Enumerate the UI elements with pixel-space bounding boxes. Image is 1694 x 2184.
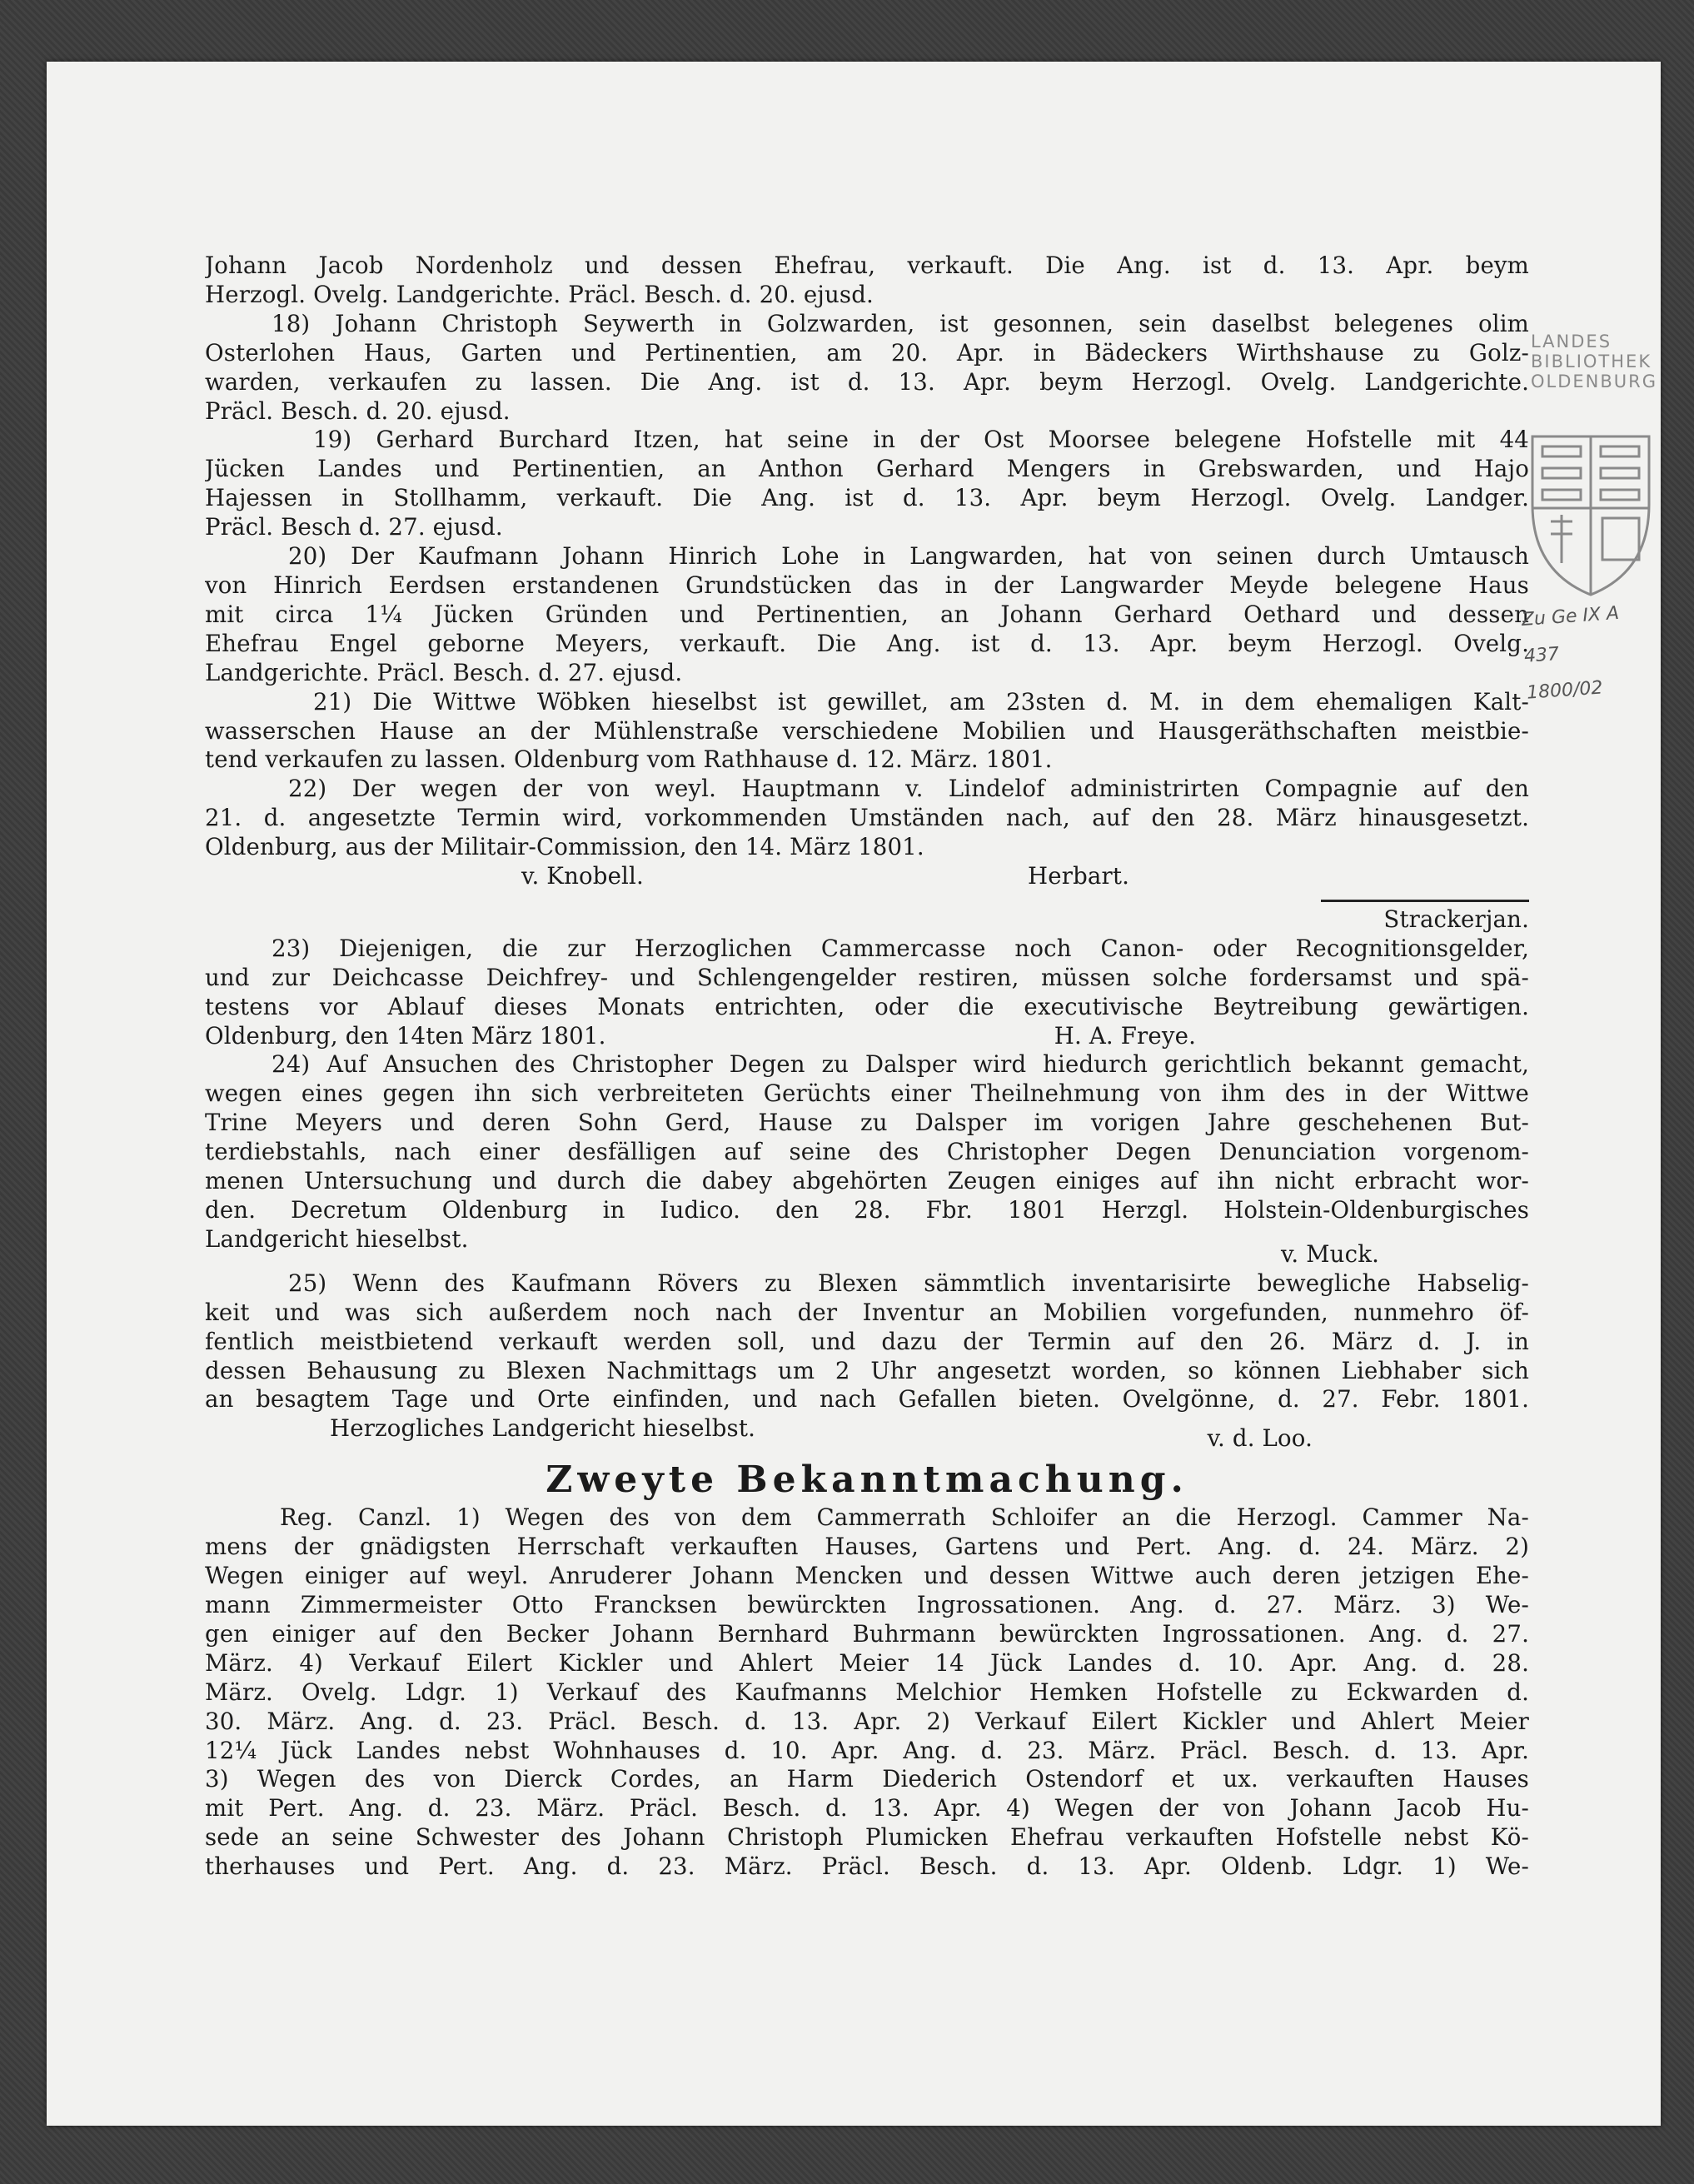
document-text <box>205 252 1529 1882</box>
text-line: Ehefrau Engel geborne Meyers, verkauft. Die Ang. ist d. 13. Apr. beym Herzogl. Ovelg. <box>205 629 1529 657</box>
text-line: keit und was sich außerdem noch nach der Inventur an Mobilien vorgefunden, nunmehro öf- <box>205 1298 1529 1326</box>
text-line: und zur Deichcasse Deichfrey- und Schlengengelder restiren, müssen solche fordersamst und spä- <box>205 963 1529 991</box>
text-line: Johann Jacob Nordenholz und dessen Ehefrau, verkauft. Die Ang. ist d. 13. Apr. beym <box>205 252 1529 279</box>
text-line: Hajessen in Stollhamm, verkauft. Die Ang. ist d. 13. Apr. beym Herzogl. Ovelg. Landger. <box>205 484 1529 512</box>
text-line: tend verkaufen zu lassen. Oldenburg vom Rathhause d. 12. März. 1801. <box>205 745 1053 774</box>
text-line: dessen Behausung zu Blexen Nachmittags um 2 Uhr angesetzt worden, so können Liebhaber sich <box>205 1356 1529 1384</box>
signature: Herzogliches Landgericht hieselbst. <box>330 1414 756 1443</box>
signature-row <box>205 1022 1529 1051</box>
stamp-line: LANDES <box>1531 332 1612 352</box>
text-line: mit Pert. Ang. d. 23. März. Präcl. Besch. d. 13. Apr. 4) Wegen der von Johann Jacob Hu- <box>205 1794 1529 1822</box>
text-line: wegen eines gegen ihn sich verbreiteten Gerüchts einer Theilnehmung von ihm des in der Wittwe <box>205 1080 1529 1108</box>
text-line: Landgericht hieselbst. <box>205 1224 469 1253</box>
text-line: 24) Auf Ansuchen des Christopher Degen zu Dalsper wird hiedurch gerichtlich bekannt gemacht, <box>272 1050 1529 1079</box>
signature: v. Muck. <box>1280 1239 1379 1268</box>
text-line: Trine Meyers und deren Sohn Gerd, Hause zu Dalsper im vorigen Jahre geschehenen But- <box>205 1109 1529 1137</box>
text-line: 20) Der Kaufmann Johann Hinrich Lohe in Langwarden, hat von seinen durch Umtausch <box>288 542 1529 571</box>
text-line: wasserschen Hause an der Mühlenstraße verschiedene Mobilien und Hausgeräthschaften meistbie- <box>205 716 1529 745</box>
text-line: Oldenburg, den 14ten März 1801. <box>205 1021 606 1050</box>
text-line: 21. d. angesetzte Termin wird, vorkommenden Umständen nach, auf den 28. März hinausgesetzt. <box>205 804 1529 832</box>
divider <box>1321 900 1529 902</box>
text-line: Reg. Canzl. 1) Wegen des von dem Cammerrath Schloifer an die Herzogl. Cammer Na- <box>280 1503 1529 1532</box>
signature-row <box>205 1414 1529 1454</box>
text-line: Präcl. Besch. d. 20. ejusd. <box>205 396 511 425</box>
text-line: 21) Die Wittwe Wöbken hieselbst ist gewillet, am 23sten d. M. in dem ehemaligen Kalt- <box>313 687 1529 716</box>
stamp-line: BIBLIOTHEK <box>1531 352 1652 371</box>
text-line: von Hinrich Eerdsen erstandenen Grundstücken das in der Langwarder Meyde belegene Haus <box>205 571 1529 599</box>
text-line: sede an seine Schwester des Johann Christoph Plumicken Ehefrau verkauften Hofstelle nebst Kö- <box>205 1823 1529 1852</box>
text-line: 12¼ Jück Landes nebst Wohnhauses d. 10. Apr. Ang. d. 23. März. Präcl. Besch. d. 13. Apr. <box>205 1736 1529 1764</box>
text-line: Herzogl. Ovelg. Landgerichte. Präcl. Besch. d. 20. ejusd. <box>205 280 874 308</box>
text-line: 30. März. Ang. d. 23. Präcl. Besch. d. 13. Apr. 2) Verkauf Eilert Kickler und Ahlert Meier <box>205 1707 1529 1735</box>
text-line: Jücken Landes und Pertinentien, an Anthon Gerhard Mengers in Grebswarden, und Hajo <box>205 455 1529 483</box>
text-line: 19) Gerhard Burchard Itzen, hat seine in der Ost Moorsee belegene Hofstelle mit 44 <box>313 426 1529 454</box>
signature: v. d. Loo. <box>1207 1424 1313 1453</box>
text-line: Präcl. Besch d. 27. ejusd. <box>205 513 503 541</box>
text-line: Osterlohen Haus, Garten und Pertinentien, am 20. Apr. in Bädeckers Wirthshause zu Golz- <box>205 338 1529 366</box>
shelfmark <box>1521 594 1645 711</box>
notice-block-2 <box>205 1503 1529 1882</box>
text-line: Oldenburg, aus der Militair-Commission, den 14. März 1801. <box>205 833 924 861</box>
text-line: Wegen einiger auf weyl. Anruderer Johann Mencken und dessen Wittwe auch deren jetzigen Ehe- <box>205 1562 1529 1590</box>
text-line: 22) Der wegen der von weyl. Hauptmann v. Lindelof administrirten Compagnie auf den <box>288 775 1529 803</box>
text-line: testens vor Ablauf dieses Monats entrichten, oder die executivische Beytreibung gewärtigen. <box>205 992 1529 1020</box>
text-line: fentlich meistbietend verkauft werden soll, und dazu der Termin auf den 26. März d. J. in <box>205 1327 1529 1355</box>
stamp-line: OLDENBURG <box>1531 371 1658 391</box>
text-line: an besagtem Tage und Orte einfinden, und nach Gefallen bieten. Ovelgönne, d. 27. Febr. 1801. <box>205 1385 1529 1414</box>
signature: Strackerjan. <box>1383 905 1529 933</box>
text-line: März. Ovelg. Ldgr. 1) Verkauf des Kaufmanns Melchior Hemken Hofstelle zu Eckwarden d. <box>205 1678 1529 1706</box>
text-line: terdiebstahls, nach einer desfälligen auf seine des Christopher Degen Denunciation vorgenom- <box>205 1138 1529 1166</box>
text-line: gen einiger auf den Becker Johann Bernhard Buhrmann bewürckten Ingrossationen. Ang. d. 27. <box>205 1619 1529 1648</box>
section-heading: Zweyte Bekanntmachung. <box>546 1458 1188 1502</box>
text-line: warden, verkaufen zu lassen. Die Ang. ist d. 13. Apr. beym Herzogl. Ovelg. Landgerichte. <box>205 367 1529 396</box>
text-line: 23) Diejenigen, die zur Herzoglichen Cammercasse noch Canon- oder Recognitionsgelder, <box>272 934 1529 962</box>
text-line: mit circa 1¼ Jücken Gründen und Pertinentien, an Johann Gerhard Oethard und dessen <box>205 600 1529 628</box>
signature-row <box>205 1225 1529 1269</box>
text-line: menen Untersuchung und durch die dabey abgehörten Zeugen einiges auf ihn nicht erbracht wor- <box>205 1167 1529 1195</box>
signature-row <box>205 862 1529 891</box>
signature: v. Knobell. <box>521 862 644 890</box>
shelfmark-line: 1800/02 <box>1526 677 1604 704</box>
text-line: 25) Wenn des Kaufmann Rövers zu Blexen sämmtlich inventarisirte bewegliche Habselig- <box>288 1269 1529 1297</box>
text-line: 3) Wegen des von Dierck Cordes, an Harm Diederich Ostendorf et ux. verkauften Hauses <box>205 1765 1529 1793</box>
text-line: therhauses und Pert. Ang. d. 23. März. Präcl. Besch. d. 13. Apr. Oldenb. Ldgr. 1) We- <box>205 1852 1529 1881</box>
text-line: 18) Johann Christoph Seywerth in Golzwarden, ist gesonnen, sein daselbst belegenes olim <box>272 309 1529 337</box>
text-line: mens der gnädigsten Herrschaft verkauften Hauses, Gartens und Pert. Ang. d. 24. März. 2) <box>205 1533 1529 1561</box>
text-line: Landgerichte. Präcl. Besch. d. 27. ejusd. <box>205 658 683 686</box>
signature: Herbart. <box>1028 862 1129 890</box>
text-line: mann Zimmermeister Otto Francksen bewürckten Ingrossationen. Ang. d. 27. März. 3) We- <box>205 1590 1529 1618</box>
shelfmark-line: Zu Ge IX A 437 <box>1521 602 1620 667</box>
text-line: März. 4) Verkauf Eilert Kickler und Ahlert Meier 14 Jück Landes d. 10. Apr. Ang. d. 28. <box>205 1648 1529 1677</box>
text-line: den. Decretum Oldenburg in Iudico. den 28. Fbr. 1801 Herzgl. Holstein-Oldenburgisches <box>205 1196 1529 1224</box>
signature: H. A. Freye. <box>1054 1021 1196 1050</box>
